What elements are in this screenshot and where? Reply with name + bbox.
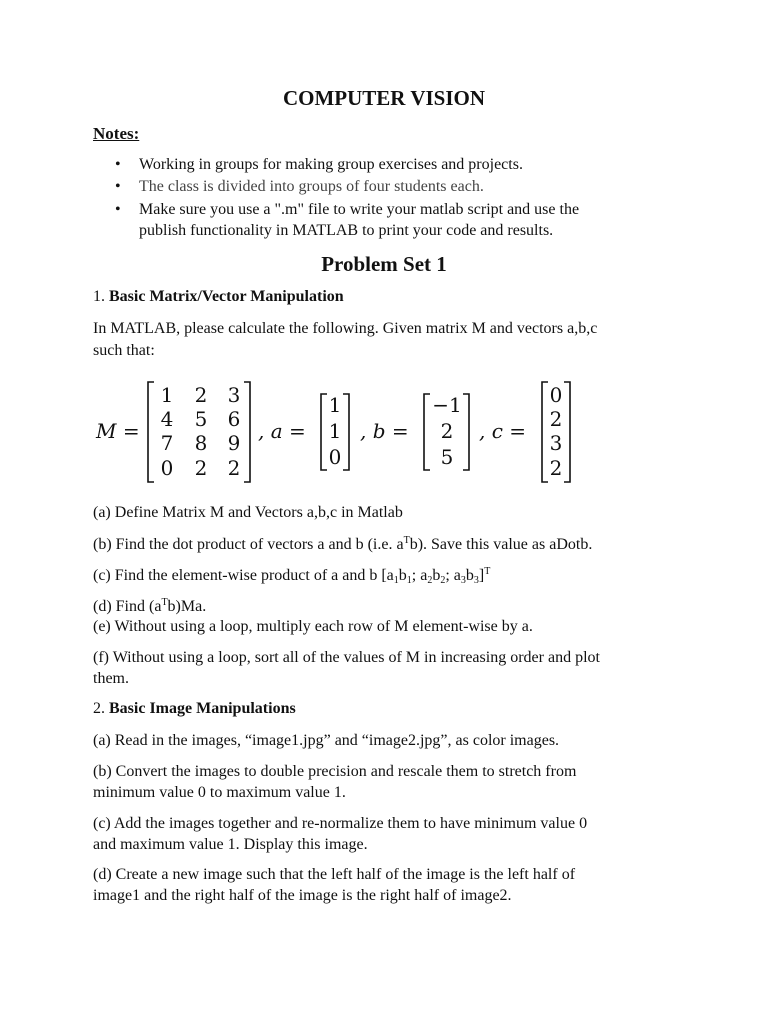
item-1d: (d) Find $(a^Tb)Ma$.	[93, 597, 207, 615]
item-1e: (e) Without using a loop, multiply each row of M element-wise by a.	[93, 618, 533, 635]
item-2a: (a) Read in the images, “image1.jpg” and “image2.jpg”, as color images.	[93, 732, 560, 749]
intro-line: such that:	[93, 342, 155, 359]
item-2d: (d) Create a new image such that the left half of the image is the left half of	[93, 866, 576, 883]
label-b: , b =	[360, 419, 409, 443]
section-title: Basic Matrix/Vector Manipulation	[109, 288, 344, 305]
intro-line: In MATLAB, please calculate the following. Given matrix M and vectors a,b,c	[93, 320, 598, 337]
m-cell: 2	[227, 456, 241, 480]
section-number: 2.	[93, 700, 105, 717]
item-1f: (f) Without using a loop, sort all of the values of M in increasing order and plot	[93, 649, 600, 666]
a-cell: 1	[328, 393, 342, 417]
note-item: The class is divided into groups of four students each.	[139, 178, 484, 195]
m-cell: 9	[227, 431, 241, 455]
section-1-heading	[93, 288, 344, 306]
b-cell: 2	[440, 419, 454, 443]
item-2b-continuation: minimum value 0 to maximum value 1.	[93, 784, 346, 801]
m-cell: 7	[160, 431, 174, 455]
c-cell: 2	[549, 456, 563, 480]
item-1c: (c) Find the element-wise product of a and b [$a_1b_1$; $a_2b_2$; $a_3b_3]^T$	[93, 566, 491, 586]
m-cell: 8	[194, 431, 208, 455]
item-1f-continuation: them.	[93, 670, 129, 687]
m-cell: 4	[160, 407, 174, 431]
bullet-marker: •	[115, 201, 121, 218]
a-cell: 0	[328, 445, 342, 469]
item-2c-continuation: and maximum value 1. Display this image.	[93, 836, 368, 853]
bullet-marker: •	[115, 156, 121, 173]
m-cell: 2	[194, 456, 208, 480]
note-item-continuation: publish functionality in MATLAB to print your code and results.	[139, 222, 554, 239]
item-2d-continuation: image1 and the right half of the image is the right half of image2.	[93, 887, 512, 904]
matrix-equation	[92, 376, 592, 486]
notes-label: Notes:	[93, 124, 140, 143]
page-title: COMPUTER VISION	[282, 86, 486, 110]
c-cell: 2	[549, 407, 563, 431]
section-title: Basic Image Manipulations	[109, 700, 296, 717]
m-cell: 0	[160, 456, 174, 480]
label-c: , c =	[479, 419, 527, 443]
item-1b: (b) Find the dot product of vectors a and b (i.e. $a^Tb$). Save this value as aDotb.	[93, 535, 593, 553]
section-number: 1.	[93, 288, 105, 305]
m-cell: 5	[194, 407, 208, 431]
c-cell: 0	[549, 383, 563, 407]
m-cell: 2	[194, 383, 208, 407]
section-2-heading	[93, 700, 296, 718]
a-cell: 1	[328, 419, 342, 443]
label-M: M =	[96, 419, 140, 443]
item-2b: (b) Convert the images to double precision and rescale them to stretch from	[93, 763, 577, 780]
note-item: Working in groups for making group exercises and projects.	[139, 156, 523, 173]
m-cell: 3	[227, 383, 241, 407]
note-item: Make sure you use a ".m" file to write your matlab script and use the	[139, 201, 580, 218]
label-a: , a =	[258, 419, 306, 443]
item-1a: (a) Define Matrix M and Vectors a,b,c in Matlab	[93, 504, 403, 521]
problem-set-title: Problem Set 1	[321, 252, 447, 276]
b-cell: 5	[440, 445, 454, 469]
item-2c: (c) Add the images together and re-normalize them to have minimum value 0	[93, 815, 588, 832]
m-cell: 6	[227, 407, 241, 431]
bullet-marker: •	[115, 178, 121, 195]
b-cell: −1	[432, 393, 462, 417]
c-cell: 3	[549, 431, 563, 455]
m-cell: 1	[160, 383, 174, 407]
